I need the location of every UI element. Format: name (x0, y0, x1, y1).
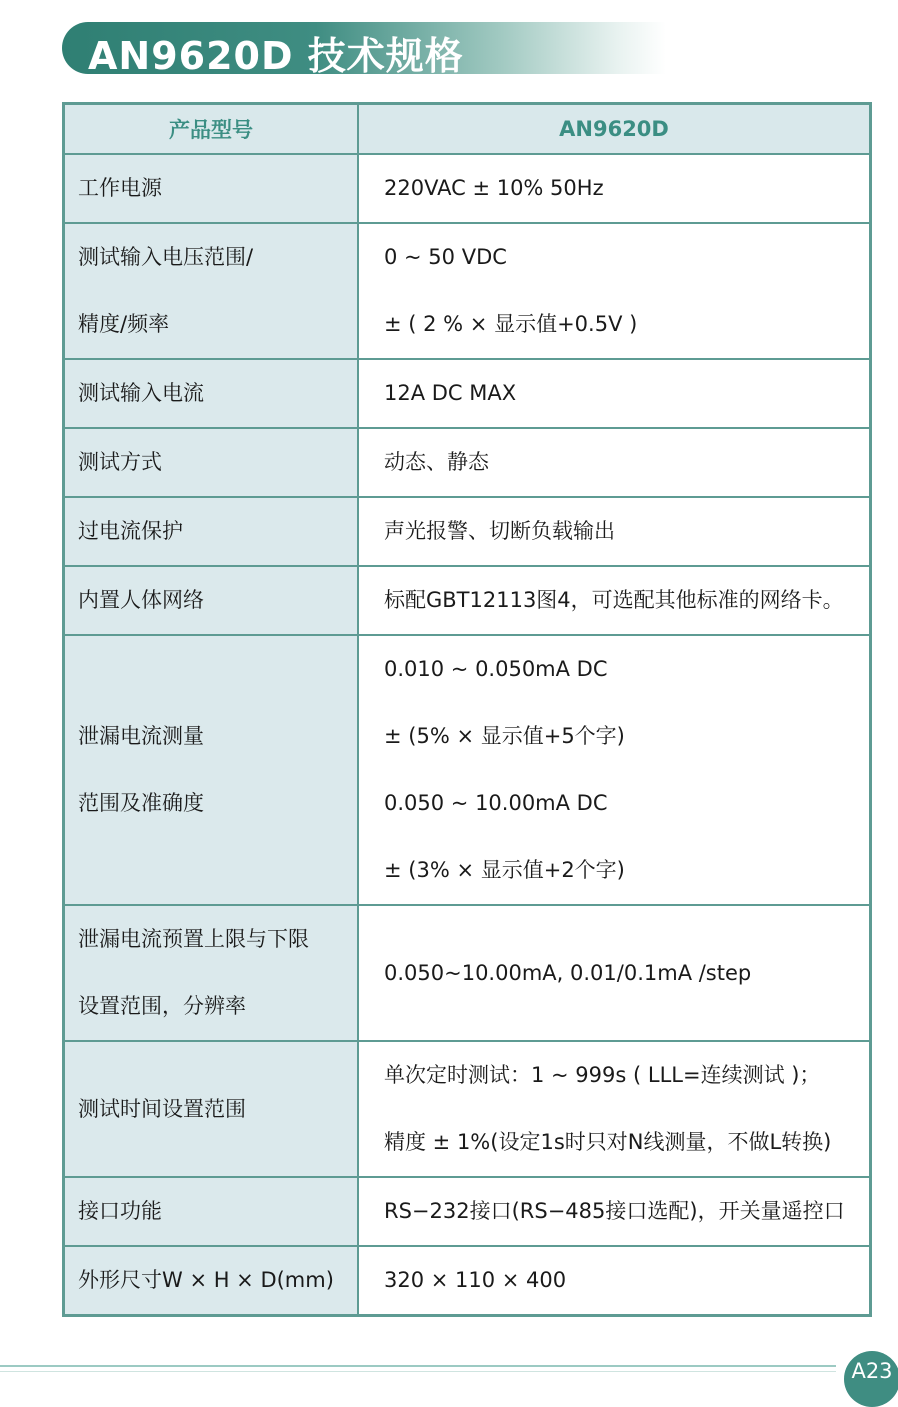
title-banner (62, 22, 666, 78)
table-row (64, 154, 871, 223)
row-label-cell (64, 1246, 359, 1316)
row-value-text: ± ( 2 % × 显示值+0.5V ) (384, 312, 638, 336)
row-label-cell (64, 635, 359, 905)
row-label-text: 泄漏电流预置上限与下限 (78, 927, 309, 951)
row-value-cell (358, 1041, 871, 1177)
row-value-cell (358, 635, 871, 905)
header-value-cell: AN9620D (358, 104, 871, 155)
table-row (64, 359, 871, 428)
row-value-text: 动态、静态 (384, 450, 489, 474)
table-row (64, 223, 871, 359)
footer-divider (0, 1365, 836, 1367)
row-label-text: 过电流保护 (78, 519, 183, 543)
row-value-text: 320 × 110 × 400 (384, 1268, 567, 1292)
row-label-cell (64, 905, 359, 1041)
row-label-cell (64, 497, 359, 566)
table-row (64, 1177, 871, 1246)
table-row (64, 1041, 871, 1177)
row-value-text: 0.050~10.00mA, 0.01/0.1mA /step (384, 960, 752, 985)
row-value-cell (358, 154, 871, 223)
row-label-cell (64, 359, 359, 428)
row-value-cell (358, 1246, 871, 1316)
row-value-text: ± (5% × 显示值+5个字) (384, 724, 625, 748)
row-label-text: 工作电源 (78, 176, 162, 200)
row-value-cell (358, 1177, 871, 1246)
row-value-cell (358, 497, 871, 566)
row-label-cell (64, 154, 359, 223)
row-label-cell (64, 428, 359, 497)
row-label-cell (64, 1177, 359, 1246)
table-row (64, 497, 871, 566)
table-row (64, 428, 871, 497)
row-label-text: 接口功能 (78, 1199, 162, 1223)
row-value-text: 精度 ± 1%(设定1s时只对N线测量，不做L转换) (384, 1130, 832, 1154)
row-label-text: 内置人体网络 (78, 588, 204, 612)
page-title: AN9620D 技术规格 (88, 34, 464, 78)
row-value-text: 0.050 ~ 10.00mA DC (384, 791, 608, 815)
row-label-text: 外形尺寸W × H × D(mm) (78, 1268, 334, 1292)
row-value-text: 0.010 ~ 0.050mA DC (384, 657, 608, 681)
row-label-cell (64, 1041, 359, 1177)
row-value-text: ± (3% × 显示值+2个字) (384, 858, 625, 882)
row-value-text: 单次定时测试：1 ~ 999s ( LLL=连续测试 )； (384, 1063, 821, 1087)
row-label-text: 测试方式 (78, 450, 162, 474)
row-label-text: 精度/频率 (78, 312, 170, 336)
row-label-text: 范围及准确度 (78, 791, 204, 815)
row-label-text: 设置范围，分辨率 (78, 994, 246, 1018)
table-row (64, 566, 871, 635)
row-value-text: 0 ~ 50 VDC (384, 245, 507, 269)
footer-divider-thin (0, 1371, 836, 1372)
row-value-text: 声光报警、切断负载输出 (384, 519, 615, 543)
table-row (64, 905, 871, 1041)
row-value-text: 12A DC MAX (384, 381, 517, 405)
row-value-text: 220VAC ± 10% 50Hz (384, 176, 604, 200)
row-value-cell (358, 905, 871, 1041)
row-label-cell (64, 223, 359, 359)
row-value-text: 标配GBT12113图4，可选配其他标准的网络卡。 (384, 588, 844, 612)
header-label-cell: 产品型号 (64, 104, 359, 155)
row-label-text: 测试时间设置范围 (78, 1096, 246, 1121)
row-value-cell (358, 223, 871, 359)
row-label-text: 测试输入电压范围/ (78, 245, 254, 269)
page-number-badge: A23 (844, 1351, 898, 1407)
row-label-text: 泄漏电流测量 (78, 724, 204, 748)
table-header-row (64, 104, 871, 155)
row-label-cell (64, 566, 359, 635)
row-label-text: 测试输入电流 (78, 381, 204, 405)
row-value-cell (358, 359, 871, 428)
table-row (64, 635, 871, 905)
row-value-cell (358, 566, 871, 635)
spec-table (62, 102, 872, 1317)
row-value-text: RS−232接口(RS−485接口选配)，开关量遥控口 (384, 1199, 845, 1223)
row-value-cell (358, 428, 871, 497)
table-row (64, 1246, 871, 1316)
